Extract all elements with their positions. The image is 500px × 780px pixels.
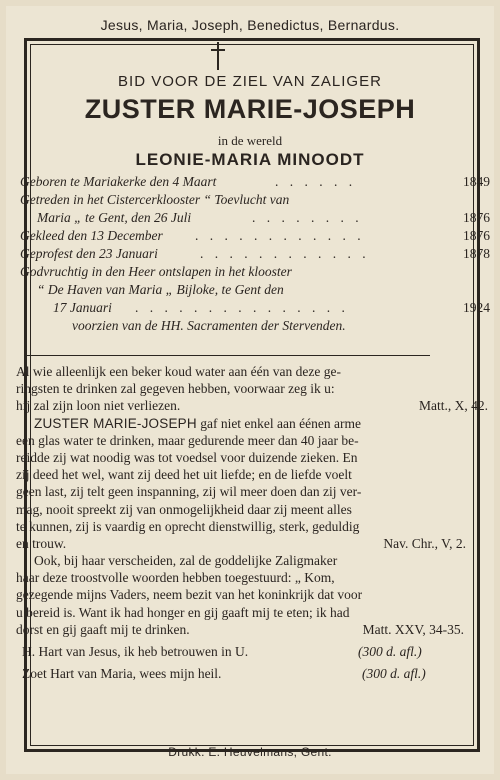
scripture-reference: Matt. XXV, 34-35. [362, 621, 464, 637]
text-line: haar deze troostvolle woorden hebben toegestuurd: „ Kom, [16, 570, 335, 586]
life-dates [20, 173, 490, 335]
text-line: zij deed het wel, want zij deed het uit liefde; en de liefde voelt [16, 467, 352, 483]
text-line: een glas water te drinken, maar gedurende meer dan 40 jaar be- [16, 432, 359, 448]
text-line: Al wie alleenlijk een beker koud water aan één van deze ge- [16, 364, 341, 379]
text-line: reidde zij wat noodig was tot voedsel voor duizende zieken. En [16, 449, 358, 465]
text-line: mag, nooit spreekt zij van onmogelijkheid daar zij meent alles [16, 501, 352, 517]
prayer-request: BID VOOR DE ZIEL VAN ZALIGER [118, 73, 382, 90]
prayer-line: Zoet Hart van Maria, wees mijn heil. (300 d. afl.) [16, 663, 488, 685]
date-row: Godvruchtig in den Heer ontslapen in het klooster [20, 264, 292, 279]
text-line: geen last, zij telt geen inspanning, zij wil meer doen dan zij ver- [16, 484, 362, 500]
scripture-reference: Matt., X, 42. [419, 398, 488, 414]
in-world-label: in de wereld [217, 133, 283, 148]
text-line: ZUSTER MARIE-JOSEPH gaf niet enkel aan éénen arme [34, 415, 361, 431]
text-line: hij zal zijn loon niet verliezen. Matt., X, 42. [16, 398, 488, 414]
invocation: Jesus, Maria, Joseph, Benedictus, Bernardus. [100, 17, 400, 33]
text-line: gezegende mijns Vaders, neem bezit van het koninkrijk dat voor [16, 587, 363, 603]
date-row: Geprofest den 23 Januari . . . . . . . . . . . . 1878 [20, 246, 490, 261]
date-row: voorzien van de HH. Sacramenten der Stervenden. [72, 318, 346, 333]
text-line: Ook, bij haar verscheiden, zal de goddelijke Zaligmaker [34, 553, 338, 569]
date-row: 17 Januari . . . . . . . . . . . . . . . 1924 [53, 300, 490, 315]
date-row: Geboren te Mariakerke den 4 Maart . . . . . . 1849 [20, 174, 490, 189]
deceased-name: ZUSTER MARIE-JOSEPH [84, 94, 416, 124]
main-text [16, 363, 488, 685]
indulgence: (300 d. afl.) [358, 644, 422, 659]
text-line: te kunnen, zij is vaardig en oprecht dienstwillig, sterk, geduldig [16, 518, 360, 534]
civil-name: LEONIE-MARIA MINOODT [135, 150, 365, 169]
date-row: Gekleed den 13 December . . . . . . . . . . . . 1876 [20, 228, 490, 243]
sister-name: ZUSTER MARIE-JOSEPH [34, 415, 197, 431]
text-line: ringsten te drinken zal gegeven hebben, voorwaar zeg ik u: [16, 381, 335, 397]
date-row: Getreden in het Cistercerklooster “ Toevlucht van [20, 192, 290, 207]
text-line: en trouw. Nav. Chr., V, 2. [16, 535, 466, 551]
scripture-reference: Nav. Chr., V, 2. [383, 535, 466, 551]
text-line: u bereid is. Want ik had honger en gij gaaft mij te eten; ik had [16, 604, 350, 620]
indulgence: (300 d. afl.) [362, 666, 426, 681]
date-row: “ De Haven van Maria „ Bijloke, te Gent den [37, 282, 284, 297]
date-row: Maria „ te Gent, den 26 Juli . . . . . . . . 1876 [37, 210, 490, 225]
prayer-line: H. Hart van Jesus, ik heb betrouwen in U. (300 d. afl.) [16, 641, 488, 663]
text-line: dorst en gij gaaft mij te drinken. Matt. XXV, 34-35. [16, 621, 464, 637]
printer-credit: Drukk. E. Heuvelmans, Gent. [168, 745, 332, 759]
cross-icon [210, 42, 226, 70]
divider [25, 355, 430, 356]
